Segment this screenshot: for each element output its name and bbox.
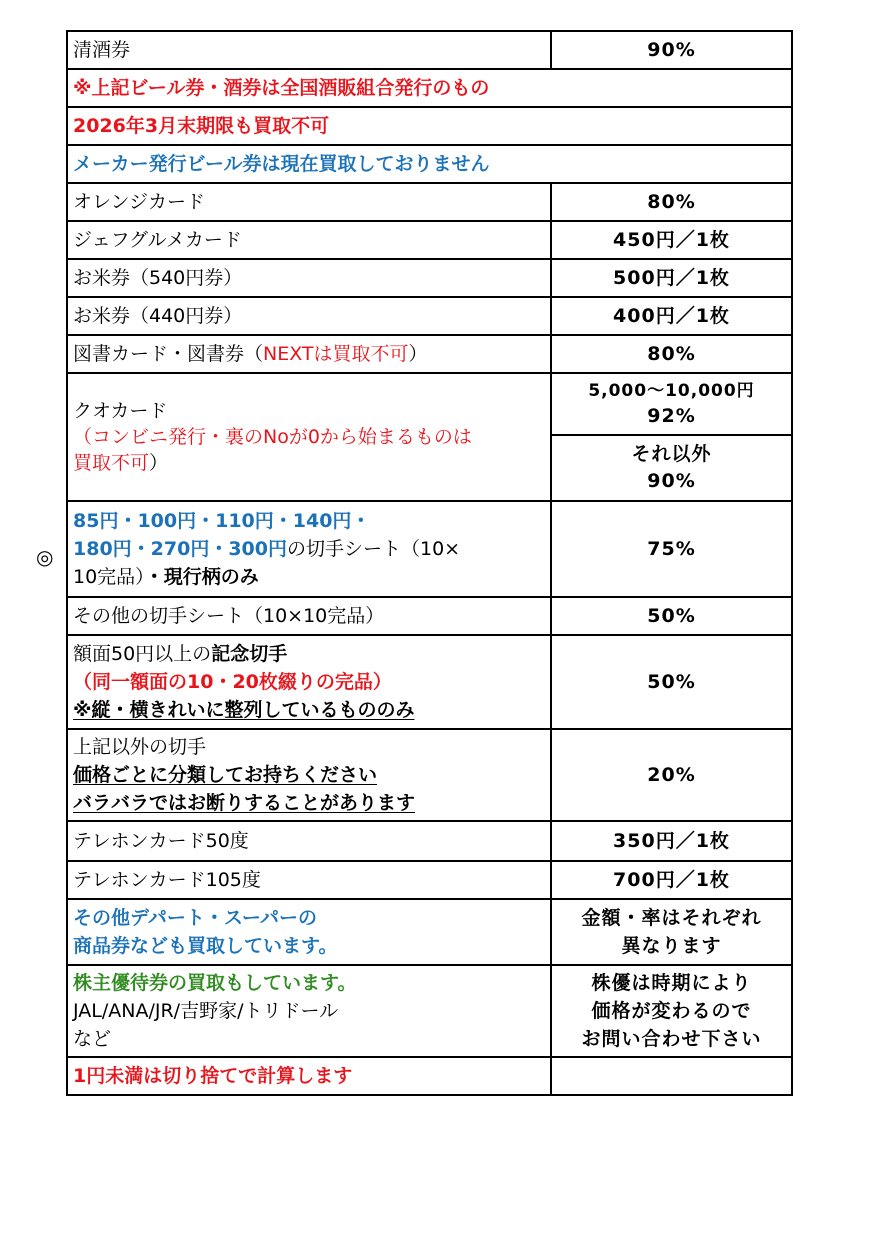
item-label: オレンジカード [67,183,551,221]
table-row [67,501,792,597]
item-value: 450円／1枚 [551,221,792,259]
label-bold: 記念切手 [211,643,288,665]
table-row [67,373,792,435]
label-underline: ※縦・横きれいに整列しているもののみ [73,699,415,721]
table-row [67,597,792,635]
label-text: 10完品） [73,566,145,588]
label-red-note: （コンビニ発行・裏のNoが0から始まるものは [73,426,472,448]
value-range: 5,000〜10,000円 [588,381,755,401]
label-red-note: NEXTは買取不可 [263,343,409,365]
item-label [67,501,551,597]
item-value: 700円／1枚 [551,861,792,899]
table-row [67,335,792,373]
table-row [67,259,792,297]
label-text: の切手シート（10× [286,538,461,560]
table-row [67,297,792,335]
item-value [551,899,792,965]
table-row [67,821,792,861]
label-text: 図書カード・図書券（ [73,343,264,365]
item-label: テレホンカード105度 [67,861,551,899]
item-value: 20% [551,729,792,821]
label-text: ） [149,452,169,474]
item-value: 350円／1枚 [551,821,792,861]
label-underline: バラバラではお断りすることがあります [73,792,416,814]
label-underline: 価格ごとに分類してお持ちください [73,764,378,786]
item-value: 50% [551,597,792,635]
value-text: 価格が変わるので [591,1000,752,1022]
label-blue: その他デパート・スーパーの [73,907,317,929]
label-blue: 商品券なども買取しています。 [73,935,338,957]
table-row [67,221,792,259]
table-row [67,69,792,107]
item-value [551,435,792,501]
label-text: 額面50円以上の [73,643,212,665]
label-bold: ・現行柄のみ [144,566,259,588]
item-value: 400円／1枚 [551,297,792,335]
item-label [67,335,551,373]
note-row: 2026年3月末期限も買取不可 [67,107,792,145]
item-value [551,373,792,435]
table-row [67,31,792,69]
item-label [67,965,551,1057]
table-row [67,635,792,729]
item-value: 500円／1枚 [551,259,792,297]
label-green: 株主優待券の買取もしています。 [73,972,357,994]
note-row: ※上記ビール券・酒券は全国酒販組合発行のもの [67,69,792,107]
item-label [67,729,551,821]
item-label: 1円未満は切り捨てで計算します [67,1057,551,1095]
label-text: など [73,1028,112,1050]
note-row: メーカー発行ビール券は現在買取しておりません [67,145,792,183]
price-table [66,30,793,1096]
label-blue: 180円・270円・300円 [73,538,287,560]
value-rate: 90% [647,470,696,492]
label-red-note: （同一額面の10・20枚綴りの完品） [73,671,392,693]
label-text: クオカード [73,400,168,422]
table-row [67,107,792,145]
label-text: 上記以外の切手 [73,736,207,758]
item-label: お米券（440円券） [67,297,551,335]
value-text: 金額・率はそれぞれ [581,907,762,929]
value-text: 異なります [621,935,722,957]
value-rate: 92% [647,405,696,427]
label-text: ） [408,343,428,365]
item-value: 80% [551,335,792,373]
label-red-note: 買取不可 [73,452,150,474]
table-row [67,145,792,183]
item-label [67,635,551,729]
item-label: テレホンカード50度 [67,821,551,861]
table-row [67,183,792,221]
value-text: 株優は時期により [591,972,752,994]
table-row [67,861,792,899]
item-label [67,373,551,501]
value-other: それ以外 [631,443,712,465]
item-label: 清酒券 [67,31,551,69]
item-label: お米券（540円券） [67,259,551,297]
item-label: ジェフグルメカード [67,221,551,259]
item-label [67,899,551,965]
label-blue: 85円・100円・110円・140円・ [73,510,371,532]
label-text: JAL/ANA/JR/吉野家/トリドール [73,1000,339,1022]
item-value: 80% [551,183,792,221]
item-value [551,965,792,1057]
table-row [67,729,792,821]
table-row [67,899,792,965]
double-circle-mark: ◎ [36,545,54,569]
table-row [67,1057,792,1095]
item-value: 90% [551,31,792,69]
table-row [67,965,792,1057]
item-value: 75% [551,501,792,597]
value-text: お問い合わせ下さい [581,1028,762,1050]
item-label: その他の切手シート（10×10完品） [67,597,551,635]
item-value: 50% [551,635,792,729]
item-value [551,1057,792,1095]
